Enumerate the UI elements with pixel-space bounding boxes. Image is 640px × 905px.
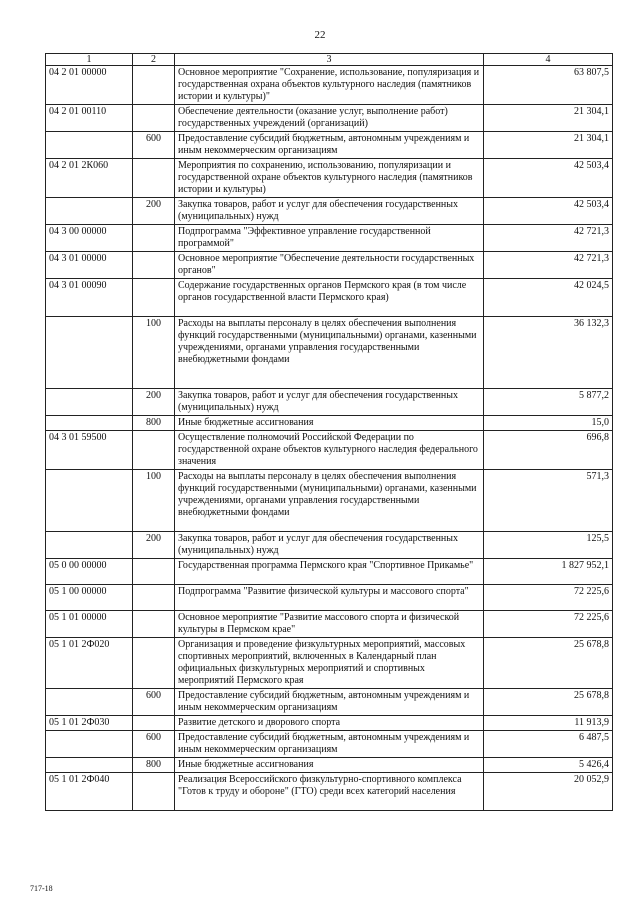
budget-table [45, 53, 613, 811]
table-row [46, 389, 613, 416]
row-description: Организация и проведение физкультурных мероприятий, массовых спортивных мероприятий, включенных в Календарный план официальных физкультурных мероприятий и спортивных мероприятий Пермского края [175, 638, 484, 689]
row-expense-type: 200 [133, 532, 175, 559]
table-row [46, 431, 613, 470]
row-amount: 72 225,6 [484, 611, 613, 638]
column-header-row [46, 54, 613, 66]
table-row [46, 758, 613, 773]
row-expense-type: 800 [133, 416, 175, 431]
row-amount: 21 304,1 [484, 132, 613, 159]
table-row [46, 773, 613, 811]
row-expense-type: 200 [133, 198, 175, 225]
row-code: 05 1 01 2Ф040 [46, 773, 133, 811]
row-amount: 5 877,2 [484, 389, 613, 416]
row-amount: 25 678,8 [484, 638, 613, 689]
row-code [46, 758, 133, 773]
row-expense-type: 600 [133, 132, 175, 159]
row-code [46, 689, 133, 716]
row-code: 05 0 00 00000 [46, 559, 133, 585]
row-expense-type [133, 225, 175, 252]
row-description: Подпрограмма "Развитие физической культуры и массового спорта" [175, 585, 484, 611]
row-amount: 42 503,4 [484, 159, 613, 198]
row-code: 04 3 01 00090 [46, 279, 133, 317]
row-description: Основное мероприятие "Обеспечение деятельности государственных органов" [175, 252, 484, 279]
row-description: Расходы на выплаты персоналу в целях обеспечения выполнения функций государственными (муниципальными) органами, казенными учреждениями, органами управления государственными внебюджетными фондами [175, 470, 484, 532]
row-code: 04 2 01 2К060 [46, 159, 133, 198]
table-row [46, 66, 613, 105]
row-amount: 15,0 [484, 416, 613, 431]
row-description: Закупка товаров, работ и услуг для обеспечения государственных (муниципальных) нужд [175, 532, 484, 559]
row-expense-type: 800 [133, 758, 175, 773]
row-amount: 42 024,5 [484, 279, 613, 317]
row-amount: 63 807,5 [484, 66, 613, 105]
table-row [46, 225, 613, 252]
row-amount: 42 721,3 [484, 252, 613, 279]
table-row [46, 159, 613, 198]
row-expense-type [133, 279, 175, 317]
row-code: 04 3 01 59500 [46, 431, 133, 470]
row-expense-type: 100 [133, 470, 175, 532]
row-description: Иные бюджетные ассигнования [175, 758, 484, 773]
row-code [46, 532, 133, 559]
row-code: 05 1 01 2Ф030 [46, 716, 133, 731]
table-body [46, 66, 613, 811]
row-code [46, 416, 133, 431]
row-expense-type [133, 159, 175, 198]
row-amount: 6 487,5 [484, 731, 613, 758]
column-header-4: 4 [484, 54, 613, 66]
table-row [46, 470, 613, 532]
row-description: Предоставление субсидий бюджетным, автономным учреждениям и иным некоммерческим организациям [175, 132, 484, 159]
row-expense-type [133, 559, 175, 585]
row-expense-type [133, 716, 175, 731]
row-expense-type [133, 252, 175, 279]
row-code [46, 731, 133, 758]
column-header-1: 1 [46, 54, 133, 66]
row-expense-type [133, 773, 175, 811]
row-description: Осуществление полномочий Российской Федерации по государственной охране объектов культурного наследия федерального значения [175, 431, 484, 470]
row-description: Обеспечение деятельности (оказание услуг, выполнение работ) государственных учреждений (организаций) [175, 105, 484, 132]
table-row [46, 279, 613, 317]
row-description: Расходы на выплаты персоналу в целях обеспечения выполнения функций государственными (муниципальными) органами, казенными учреждениями, органами управления государственными внебюджетными фондами [175, 317, 484, 389]
row-code [46, 317, 133, 389]
table-row [46, 731, 613, 758]
row-code [46, 132, 133, 159]
row-code [46, 470, 133, 532]
row-code: 05 1 00 00000 [46, 585, 133, 611]
row-expense-type [133, 611, 175, 638]
row-description: Закупка товаров, работ и услуг для обеспечения государственных (муниципальных) нужд [175, 198, 484, 225]
row-description: Государственная программа Пермского края "Спортивное Прикамье" [175, 559, 484, 585]
row-amount: 36 132,3 [484, 317, 613, 389]
table-row [46, 252, 613, 279]
row-description: Основное мероприятие "Сохранение, использование, популяризация и государственная охрана объектов культурного наследия (памятников истории и культуры)" [175, 66, 484, 105]
row-code: 05 1 01 00000 [46, 611, 133, 638]
row-expense-type [133, 431, 175, 470]
row-amount: 125,5 [484, 532, 613, 559]
row-amount: 1 827 952,1 [484, 559, 613, 585]
table-row [46, 611, 613, 638]
column-header-2: 2 [133, 54, 175, 66]
table-row [46, 532, 613, 559]
page-number: 22 [314, 29, 326, 41]
row-code [46, 198, 133, 225]
row-description: Предоставление субсидий бюджетным, автономным учреждениям и иным некоммерческим организациям [175, 689, 484, 716]
row-amount: 42 503,4 [484, 198, 613, 225]
table-row [46, 132, 613, 159]
footer-document-code: 717-18 [30, 884, 53, 893]
table-row [46, 317, 613, 389]
row-description: Развитие детского и дворового спорта [175, 716, 484, 731]
row-expense-type: 100 [133, 317, 175, 389]
row-code: 05 1 01 2Ф020 [46, 638, 133, 689]
row-description: Подпрограмма "Эффективное управление государственной программой" [175, 225, 484, 252]
table-row [46, 416, 613, 431]
row-code: 04 2 01 00000 [46, 66, 133, 105]
row-code: 04 3 00 00000 [46, 225, 133, 252]
table-row [46, 716, 613, 731]
row-expense-type: 600 [133, 731, 175, 758]
row-description: Мероприятия по сохранению, использованию, популяризации и государственной охране объектов культурного наследия (памятников истории и культуры) [175, 159, 484, 198]
row-expense-type [133, 66, 175, 105]
table-row [46, 638, 613, 689]
row-expense-type: 600 [133, 689, 175, 716]
row-amount: 42 721,3 [484, 225, 613, 252]
row-description: Иные бюджетные ассигнования [175, 416, 484, 431]
row-code: 04 2 01 00110 [46, 105, 133, 132]
row-amount: 25 678,8 [484, 689, 613, 716]
row-amount: 11 913,9 [484, 716, 613, 731]
row-amount: 20 052,9 [484, 773, 613, 811]
table-row [46, 105, 613, 132]
row-expense-type [133, 638, 175, 689]
row-amount: 696,8 [484, 431, 613, 470]
row-amount: 21 304,1 [484, 105, 613, 132]
column-header-3: 3 [175, 54, 484, 66]
table-row [46, 198, 613, 225]
table-row [46, 585, 613, 611]
table-row [46, 559, 613, 585]
row-description: Реализация Всероссийского физкультурно-спортивного комплекса "Готов к труду и обороне" (ГТО) среди всех категорий населения [175, 773, 484, 811]
row-description: Предоставление субсидий бюджетным, автономным учреждениям и иным некоммерческим организациям [175, 731, 484, 758]
row-amount: 72 225,6 [484, 585, 613, 611]
row-code: 04 3 01 00000 [46, 252, 133, 279]
row-code [46, 389, 133, 416]
row-amount: 571,3 [484, 470, 613, 532]
table-row [46, 689, 613, 716]
row-expense-type [133, 585, 175, 611]
row-description: Закупка товаров, работ и услуг для обеспечения государственных (муниципальных) нужд [175, 389, 484, 416]
row-amount: 5 426,4 [484, 758, 613, 773]
row-description: Содержание государственных органов Пермского края (в том числе органов государственной власти Пермского края) [175, 279, 484, 317]
row-description: Основное мероприятие "Развитие массового спорта и физической культуры в Пермском крае" [175, 611, 484, 638]
row-expense-type: 200 [133, 389, 175, 416]
row-expense-type [133, 105, 175, 132]
